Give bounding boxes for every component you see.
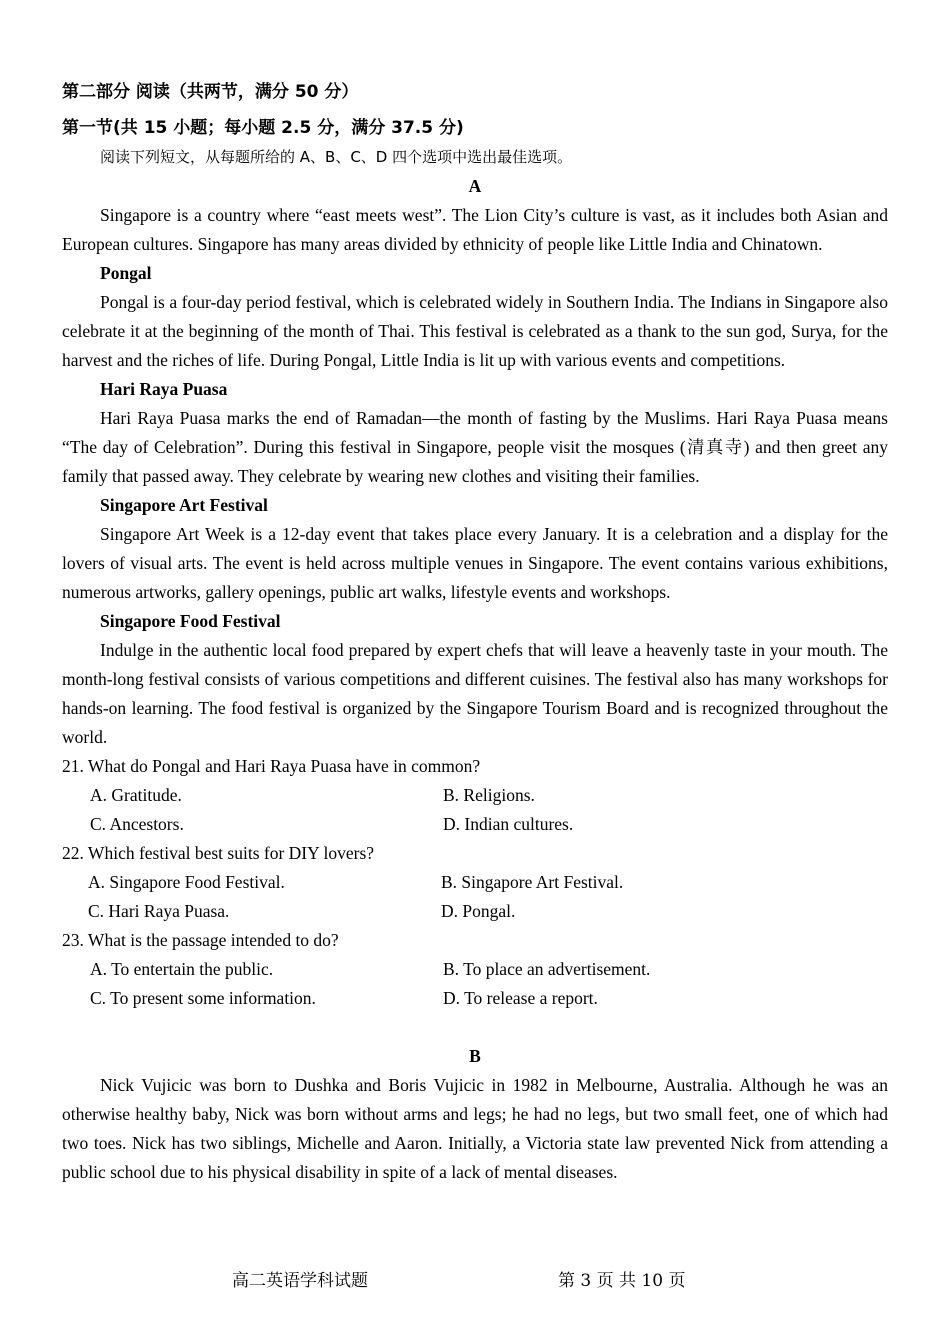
question-stem: 22. Which festival best suits for DIY lovers? xyxy=(62,843,375,863)
option-a: A. Gratitude. xyxy=(90,785,182,805)
question-23 xyxy=(62,926,888,1013)
option-d: D. Indian cultures. xyxy=(443,814,574,834)
paragraph-pongal: Pongal is a four-day period festival, which is celebrated widely in Southern India. The Indians in Singapore also celebrate it at the beginning of the month of Thai. This festival is celebrated as a thank to the sun god, Surya, for the harvest and the riches of life. During Pongal, Little India is lit up with various events and competitions. xyxy=(62,292,888,370)
section-title: 第一节(共 15 小题；每小题 2.5 分，满分 37.5 分) xyxy=(62,118,464,138)
option-c: C. To present some information. xyxy=(90,988,316,1008)
footer-subject: 高二英语学科试题 xyxy=(232,1271,368,1291)
footer-page-number: 第 3 页 共 10 页 xyxy=(558,1271,686,1291)
question-stem: 23. What is the passage intended to do? xyxy=(62,930,339,950)
option-b: B. Singapore Art Festival. xyxy=(441,872,624,892)
heading-pongal: Pongal xyxy=(100,263,152,283)
heading-hari-raya-puasa: Hari Raya Puasa xyxy=(100,379,228,399)
option-b: B. To place an advertisement. xyxy=(443,959,651,979)
option-c: C. Hari Raya Puasa. xyxy=(88,901,230,921)
instruction: 阅读下列短文，从每题所给的 A、B、C、D 四个选项中选出最佳选项。 xyxy=(100,148,573,166)
option-b: B. Religions. xyxy=(443,785,535,805)
option-a: A. Singapore Food Festival. xyxy=(88,872,285,892)
passage-b-label: B xyxy=(469,1046,481,1066)
question-21 xyxy=(62,752,888,839)
paragraph-hari-raya-puasa: Hari Raya Puasa marks the end of Ramadan—the month of fasting by the Muslims. Hari Raya Puasa means “The day of Celebration”. During this festival in Singapore, people visit the mosques (清真寺) and then greet any family that passed away. They celebrate by wearing new clothes and visiting their families. xyxy=(62,408,888,486)
option-a: A. To entertain the public. xyxy=(90,959,274,979)
passage-b-text: Nick Vujicic was born to Dushka and Boris Vujicic in 1982 in Melbourne, Australia. Although he was an otherwise healthy baby, Nick was born without arms and legs; he had no legs, but two small feet, one of which had two toes. Nick has two siblings, Michelle and Aaron. Initially, a Victoria state law prevented Nick from attending a public school due to his physical disability in spite of a lack of mental diseases. xyxy=(62,1075,888,1182)
option-d: D. Pongal. xyxy=(441,901,516,921)
option-c: C. Ancestors. xyxy=(90,814,184,834)
exam-page xyxy=(62,76,888,1187)
question-stem: 21. What do Pongal and Hari Raya Puasa have in common? xyxy=(62,756,481,776)
paragraph-art-festival: Singapore Art Week is a 12-day event that takes place every January. It is a celebration and a display for the lovers of visual arts. The event is held across multiple venues in Singapore. The event contains various exhibitions, numerous artworks, gallery openings, public art walks, lifestyle events and workshops. xyxy=(62,524,888,602)
question-22 xyxy=(62,839,888,926)
passage-a-intro: Singapore is a country where “east meets west”. The Lion City’s culture is vast, as it includes both Asian and European cultures. Singapore has many areas divided by ethnicity of people like Little India and Chinatown. xyxy=(62,205,888,254)
part-title: 第二部分 阅读（共两节，满分 50 分） xyxy=(62,82,359,102)
heading-art-festival: Singapore Art Festival xyxy=(100,495,268,515)
heading-food-festival: Singapore Food Festival xyxy=(100,611,281,631)
paragraph-food-festival: Indulge in the authentic local food prepared by expert chefs that will leave a heavenly taste in your mouth. The month-long festival consists of various competitions and different cuisines. The festival also has many workshops for hands-on learning. The food festival is organized by the Singapore Tourism Board and is recognized throughout the world. xyxy=(62,640,888,747)
passage-a-label: A xyxy=(468,176,482,196)
option-d: D. To release a report. xyxy=(443,988,598,1008)
spacer xyxy=(62,1013,888,1042)
